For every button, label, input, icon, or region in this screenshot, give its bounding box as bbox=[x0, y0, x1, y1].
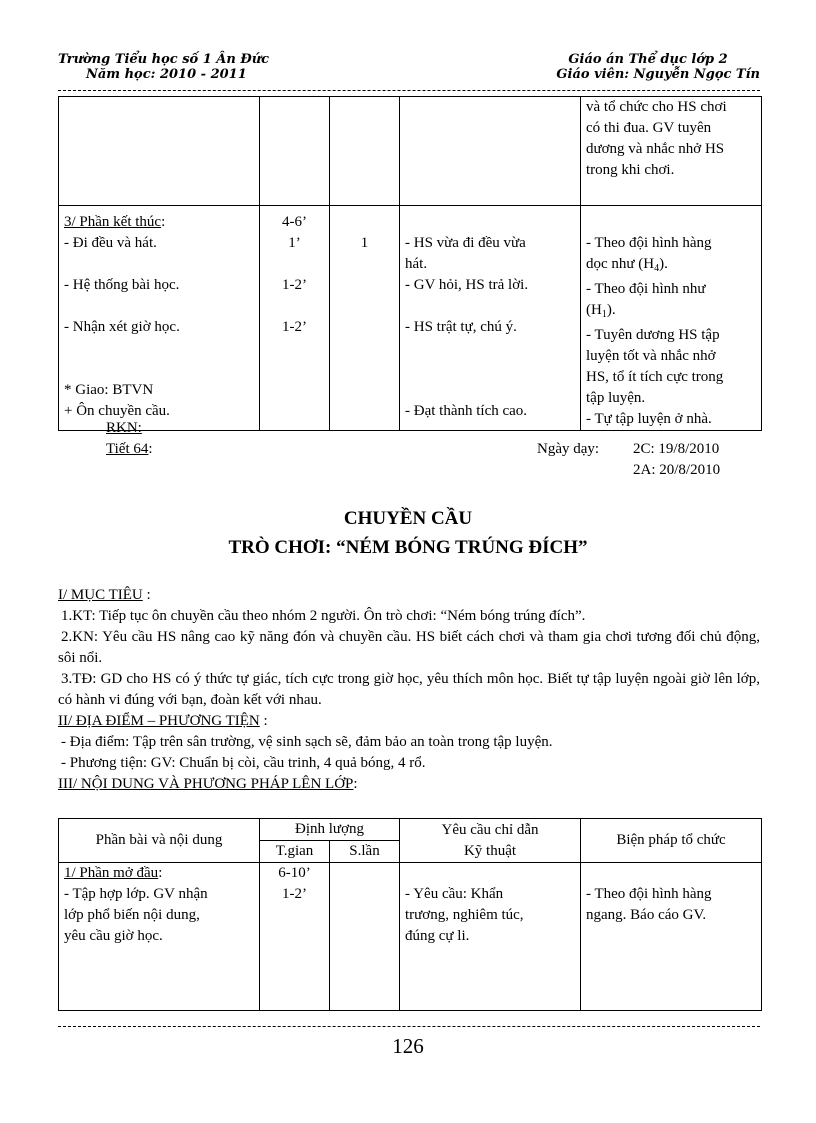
page-number: 126 bbox=[392, 1034, 424, 1058]
header-time: T.gian bbox=[260, 841, 330, 863]
footer-divider bbox=[58, 1026, 760, 1027]
location-text: - Địa điểm: Tập trên sân trường, vệ sinh sạch sẽ, đảm bảo an toàn trong tập luyện. bbox=[61, 734, 553, 750]
table-row bbox=[59, 863, 762, 1011]
section-objectives-heading: I/ MỤC TIÊU : bbox=[58, 587, 151, 603]
org-cell: - Theo đội hình hàng dọc như $(H_4)$. - Theo đội hình như $(H_1)$. - Tuyên dương HS tập luyện tốt và nhắc nhở HS, tổ ít tích cực trong tập luyện. - Tự tập luyện ở nhà. bbox=[581, 206, 762, 431]
requirement-cell: - Yêu cầu: Khẩn trương, nghiêm túc, đúng cự li. bbox=[400, 863, 581, 1011]
lesson-title: CHUYỀN CẦU bbox=[343, 508, 473, 529]
subject-name: Giáo án Thể dục lớp 2 bbox=[568, 52, 728, 67]
header-content: Phần bài và nội dung bbox=[59, 819, 260, 863]
teacher-name: Giáo viên: Nguyễn Ngọc Tín bbox=[556, 67, 760, 82]
objective-knowledge: 1.KT: Tiếp tục ôn chuyền cầu theo nhóm 2 người. Ôn trò chơi: “Ném bóng trúng đích”. bbox=[61, 608, 586, 624]
org-cell: và tổ chức cho HS chơi có thi đua. GV tuyên dương và nhắc nhở HS trong khi chơi. bbox=[581, 97, 762, 206]
header-requirement: Yêu cầu chỉ dẫn Kỹ thuật bbox=[400, 819, 581, 863]
teaching-date-label: Ngày dạy: bbox=[537, 441, 600, 457]
table-header-row bbox=[59, 819, 762, 841]
lesson-table-continued bbox=[58, 96, 762, 431]
header-count: S.lần bbox=[330, 841, 400, 863]
equipment-text: - Phương tiện: GV: Chuẩn bị còi, cầu trinh, 4 quả bóng, 4 rổ. bbox=[61, 755, 426, 771]
count-cell: 1 bbox=[330, 206, 400, 431]
objective-skill: 2.KN: Yêu cầu HS nâng cao kỹ năng đón và chuyền cầu. HS biết cách chơi và tham gia chơi tương đối chủ động, sôi nổi. bbox=[58, 629, 760, 666]
table-row bbox=[59, 206, 762, 431]
header-right bbox=[556, 52, 760, 82]
org-cell: - Theo đội hình hàng ngang. Báo cáo GV. bbox=[581, 863, 762, 1011]
header-dinh-luong: Định lượng bbox=[260, 819, 400, 841]
section-content-heading: III/ NỘI DUNG VÀ PHƯƠNG PHÁP LÊN LỚP: bbox=[58, 776, 358, 792]
count-cell bbox=[330, 863, 400, 1011]
rkn-label: RKN: bbox=[106, 420, 142, 436]
time-cell: 4-6’ 1’ 1-2’ 1-2’ bbox=[260, 206, 330, 431]
lesson-table bbox=[58, 818, 762, 1011]
school-year: Năm học: 2010 - 2011 bbox=[86, 67, 247, 82]
content-cell: 1/ Phần mở đầu: - Tập hợp lớp. GV nhận lớp phổ biến nội dung, yêu cầu giờ học. bbox=[59, 863, 260, 1011]
objective-attitude: 3.TĐ: GD cho HS có ý thức tự giác, tích cực trong giờ học, yêu thích môn học. Biết tự tập luyện ngoài giờ lên lớp, có hành vi đúng với bạn, đoàn kết với nhau. bbox=[58, 671, 760, 708]
game-title: TRÒ CHƠI: “NÉM BÓNG TRÚNG ĐÍCH” bbox=[228, 537, 588, 558]
header-left bbox=[58, 52, 269, 82]
header-divider bbox=[58, 90, 760, 91]
header-organization: Biện pháp tổ chức bbox=[581, 819, 762, 863]
time-cell: 6-10’ 1-2’ bbox=[260, 863, 330, 1011]
teaching-date-2a: 2A: 20/8/2010 bbox=[633, 462, 721, 478]
section-location-heading: II/ ĐỊA ĐIỂM – PHƯƠNG TIỆN : bbox=[58, 713, 268, 729]
requirement-cell: - HS vừa đi đều vừa hát. - GV hỏi, HS trả lời. - HS trật tự, chú ý. - Đạt thành tích cao. bbox=[400, 206, 581, 431]
content-cell: 3/ Phần kết thúc: - Đi đều và hát. - Hệ thống bài học. - Nhận xét giờ học. * Giao: BTVN + Ôn chuyền cầu. bbox=[59, 206, 260, 431]
lesson-body bbox=[58, 585, 760, 795]
lesson-number: Tiết 64: bbox=[106, 441, 153, 457]
school-name: Trường Tiểu học số 1 Ân Đức bbox=[58, 52, 270, 67]
teaching-date-2c: 2C: 19/8/2010 bbox=[633, 441, 720, 457]
table-row bbox=[59, 97, 762, 206]
